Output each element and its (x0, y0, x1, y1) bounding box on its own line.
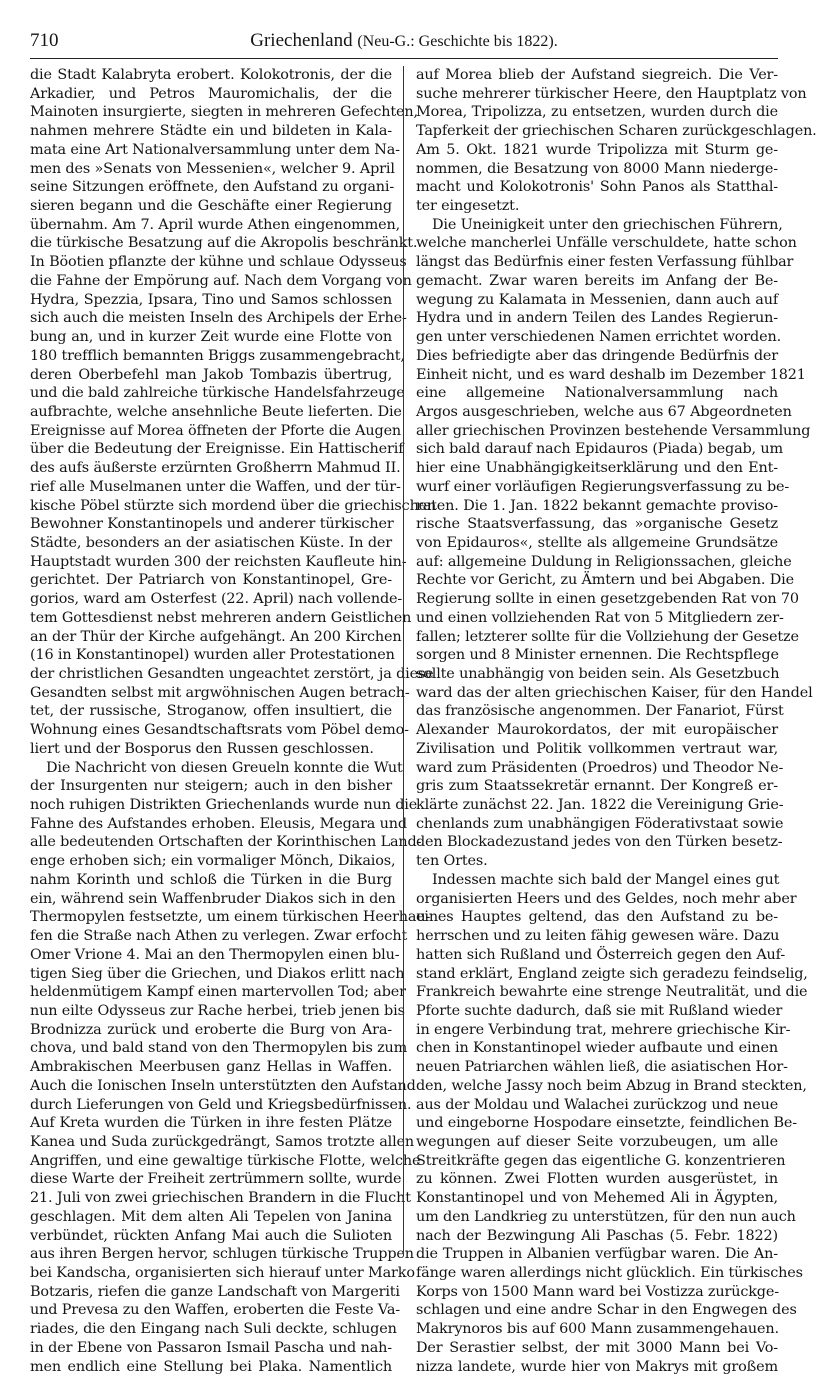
text-line: Hauptstadt wurden 300 der reichsten Kaufleute hin- (30, 553, 407, 570)
running-header (30, 26, 778, 59)
text-line: men des »Senats von Messenien«, welcher 9. April (30, 160, 395, 177)
text-line: noch ruhigen Distrikten Griechenlands wurde nun die (30, 797, 418, 814)
text-line: Ambrakischen Meerbusen ganz Hellas in Waffen. (30, 1059, 392, 1076)
text-line: suche mehrerer türkischer Heere, den Hauptplatz von (416, 85, 807, 102)
text-line: 21. Juli von zwei griechischen Brandern in die Flucht (30, 1190, 411, 1207)
text-line: aus der Moldau und Walachei zurückzog und neue (416, 1096, 779, 1113)
text-line: Einheit nicht, und es ward deshalb im Dezember 1821 (416, 366, 806, 383)
text-line: Die Uneinigkeit unter den griechischen Führern, (432, 216, 783, 233)
text-line: Makrynoros bis auf 600 Mann zusammengehauen. (416, 1321, 779, 1338)
text-line: deren Oberbefehl man Jakob Tombazis übertrug, (30, 366, 392, 383)
text-line: riades, die den Eingang nach Suli deckte, schlugen (30, 1321, 397, 1338)
text-line: Korps von 1500 Mann ward bei Vostizza zurückge- (416, 1283, 779, 1300)
text-line: schlagen und eine andre Schar in den Engwegen des (416, 1302, 797, 1319)
text-line: Auch die Ionischen Inseln unterstützten den Aufstand (30, 1077, 416, 1094)
text-line: (16 in Konstantinopel) wurden aller Protestationen (30, 647, 395, 664)
text-line: Regierung sollte in einen gesetzgebenden Rat von 70 (416, 591, 799, 608)
text-line: nahmen mehrere Städte ein und bildeten in Kala- (30, 123, 392, 140)
right-column (416, 66, 817, 1376)
text-line: Wohnung eines Gesandtschaftsrats vom Pöbel demo- (30, 722, 409, 739)
text-line: die Stadt Kalabryta erobert. Kolokotronis, der die (30, 67, 392, 83)
text-line: Ereignisse auf Morea öffneten der Pforte die Augen (30, 422, 402, 439)
text-line: die Truppen in Albanien verfügbar waren. Die An- (416, 1246, 778, 1263)
text-line: eines Hauptes geltend, das den Aufstand zu be- (416, 909, 778, 926)
text-line: Die Nachricht von diesen Greueln konnte die Wut (46, 759, 403, 776)
text-line: sich bald darauf nach Epidauros (Piada) begab, um (416, 441, 784, 458)
text-line: fen die Straße nach Athen zu verlegen. Zwar erfocht (30, 928, 408, 945)
text-line: neuen Patriarchen wählen ließ, die asiatischen Hor- (416, 1059, 788, 1076)
text-line: verbündet, rückten Anfang Mai auch die Sulioten (30, 1227, 392, 1244)
column-divider (403, 66, 404, 1256)
text-line: nizza landete, wurde hier von Makrys mit großem (416, 1358, 778, 1375)
text-line: nun eilte Odysseus zur Rache herbei, trieb jenen bis (30, 1002, 405, 1019)
text-line: längst das Bedürfnis einer festen Verfassung fühlbar (416, 254, 794, 271)
text-line: das französische angenommen. Der Fanariot, Fürst (416, 703, 784, 720)
text-line: in engere Verbindung trat, mehrere griechische Kir- (416, 1021, 791, 1038)
text-line: hier eine Unabhängigkeitserklärung und den Ent- (416, 460, 778, 477)
text-line: welche mancherlei Unfälle verschuldete, hatte schon (416, 235, 797, 252)
text-line: in der Ebene von Passaron Ismail Pascha und nah- (30, 1339, 392, 1356)
text-line: Rechte vor Gericht, zu Ämtern und bei Abgaben. Die (416, 572, 794, 589)
text-line: bung an, und in kurzer Zeit wurde eine Flotte von (30, 329, 392, 346)
text-line: fänge waren allerdings nicht glücklich. Ein türkisches (416, 1265, 803, 1281)
text-line: chova, und bald stand von den Thermopylen bis zum (30, 1040, 408, 1057)
text-line: des aufs äußerste erzürnten Großherrn Mahmud II. (30, 460, 401, 477)
text-line: ter eingesetzt. (416, 198, 520, 215)
text-line: tem Gottesdienst nebst mehreren andern Geistlichen (30, 609, 412, 626)
text-line: durch Lieferungen von Geld und Kriegsbedürfnissen. (30, 1096, 412, 1113)
text-line: diese Warte der Freiheit zertrümmern sollte, wurde (30, 1171, 402, 1188)
text-line: ward zum Präsidenten (Proedros) und Theodor Ne- (416, 759, 784, 776)
text-line: herrschen und zu leiten fähig gewesen wäre. Dazu (416, 928, 780, 945)
text-line: organisierten Heers und des Geldes, noch mehr aber (416, 890, 797, 907)
text-line: wurf einer vorläufigen Regierungsverfassung zu be- (416, 478, 790, 495)
page-title: Griechenland (250, 30, 353, 51)
text-line: Angriffen, und eine gewaltige türkische Flotte, welche (30, 1152, 421, 1169)
text-line: alle bedeutenden Ortschaften der Korinthischen Land- (30, 834, 422, 851)
text-line: gris zum Staatssekretär ernannt. Der Kongreß er- (416, 778, 778, 795)
running-title (30, 30, 778, 52)
text-line: Morea, Tripolizza, zu entsetzen, wurden durch die (416, 104, 778, 121)
text-line: Alexander Maurokordatos, der mit europäischer (416, 722, 778, 739)
text-line: wegungen auf dieser Seite vorzubeugen, um alle (416, 1133, 778, 1150)
text-line: aller griechischen Provinzen bestehende Versammlung (416, 422, 811, 439)
text-line: Zivilisation und Politik vollkommen vertraut war, (416, 740, 778, 757)
text-line: wegung zu Kalamata in Messenien, dann auch auf (416, 291, 778, 308)
text-line: und eingeborne Hospodare einsetzte, feindlichen Be- (416, 1115, 798, 1132)
text-line: Der Serastier selbst, der mit 3000 Mann bei Vo- (416, 1339, 778, 1356)
text-line: rische Staatsverfassung, das »organische Gesetz (416, 516, 778, 533)
text-line: aufbrachte, welche ansehnliche Beute lieferten. Die (30, 403, 402, 420)
text-line: enge erhoben sich; ein vormaliger Mönch, Dikaios, (30, 853, 396, 870)
text-line: gen unter verschiedenen Namen errichtet worden. (416, 329, 781, 346)
text-line: den, welche Jassy noch beim Abzug in Brand steckten, (416, 1077, 807, 1094)
text-line: ward das der alten griechischen Kaiser, für den Handel (416, 684, 813, 701)
text-line: die türkische Besatzung auf die Akropolis beschränkt. (30, 235, 418, 252)
text-line: zu können. Zwei Flotten wurden ausgerüstet, in (416, 1171, 778, 1188)
text-line: Auf Kreta wurden die Türken in ihre festen Plätze (30, 1115, 392, 1132)
text-line: Argos ausgeschrieben, welche aus 67 Abgeordneten (416, 403, 792, 420)
text-line: Brodnizza zurück und eroberte die Burg von Ara- (30, 1021, 392, 1038)
text-line: In Böotien pflanzte der kühne und schlaue Odysseus (30, 254, 407, 271)
text-line: sorgen und 8 Minister ernennen. Die Rechtspflege (416, 647, 779, 664)
text-line: chen in Konstantinopel wieder aufbaute und einen (416, 1040, 778, 1057)
text-line: Omer Vrione 4. Mai an den Thermopylen einen blu- (30, 946, 400, 963)
text-line: klärte zunächst 22. Jan. 1822 die Vereinigung Grie- (416, 797, 784, 814)
text-line: mata eine Art Nationalversammlung unter dem Na- (30, 141, 400, 158)
text-line: an der Thür der Kirche aufgehängt. An 200 Kirchen (30, 628, 402, 645)
text-line: tet, der russische, Stroganow, offen insultiert, die (30, 703, 392, 720)
text-line: auf Morea blieb der Aufstand siegreich. Die Ver- (416, 67, 778, 83)
text-line: und einen vollziehenden Rat von 5 Mitgliedern zer- (416, 609, 784, 626)
page-subtitle: (Neu-G.: Geschichte bis 1822). (357, 33, 558, 50)
text-line: Tapferkeit der griechischen Scharen zurückgeschlagen. (416, 123, 817, 140)
text-line: hatten sich Rußland und Österreich gegen den Auf- (416, 946, 786, 963)
text-line: Fahne des Aufstandes erhoben. Eleusis, Megara und (30, 815, 407, 832)
text-columns (30, 66, 817, 1375)
text-line: Städte, besonders an der asiatischen Küste. In der (30, 534, 392, 551)
text-line: Hydra und in andern Teilen des Landes Regierun- (416, 310, 778, 327)
text-line: Botzaris, riefen die ganze Landschaft von Margeriti (30, 1283, 400, 1300)
text-line: auf: allgemeine Duldung in Religionssachen, gleiche (416, 553, 792, 570)
text-line: Am 5. Okt. 1821 wurde Tripolizza mit Sturm ge- (416, 141, 778, 158)
text-line: macht und Kolokotronis' Sohn Panos als Statthal- (416, 179, 778, 196)
text-line: ten Ortes. (416, 853, 488, 870)
text-line: sollte unabhängig von beiden sein. Als Gesetzbuch (416, 666, 780, 682)
text-line: heldenmütigem Kampf einen martervollen Tod; aber (30, 984, 406, 1001)
text-line: gerichtet. Der Patriarch von Konstantinopel, Gre- (30, 572, 392, 589)
text-line: men endlich eine Stellung bei Plaka. Namentlich (30, 1358, 392, 1375)
text-line: nach der Bezwingung Ali Paschas (5. Febr. 1822) (416, 1227, 778, 1244)
text-line: sieren begann und die Geschäfte einer Regierung (30, 198, 392, 215)
text-line: Mainoten insurgierte, siegten in mehreren Gefechten, (30, 104, 418, 121)
text-line: fallen; letzterer sollte für die Vollziehung der Gesetze (416, 628, 799, 645)
text-line: übernahm. Am 7. April wurde Athen eingenommen, (30, 216, 401, 233)
text-line: die Fahne der Empörung auf. Nach dem Vorgang von (30, 272, 412, 289)
text-line: Gesandten selbst mit argwöhnischen Augen betrach- (30, 684, 410, 701)
text-line: über die Bedeutung der Ereignisse. Ein Hattischerif (30, 441, 404, 458)
text-line: der Insurgenten nur steigern; auch in den bisher (30, 778, 392, 795)
text-line: nahm Korinth und schloß die Türken in die Burg (30, 871, 392, 888)
text-line: rief alle Muselmanen unter die Waffen, und der tür- (30, 478, 401, 495)
text-line: liert und der Bosporus den Russen geschlossen. (30, 740, 374, 757)
text-line: Frankreich bewahrte eine strenge Neutralität, und die (416, 984, 808, 1001)
text-line: und die bald zahlreiche türkische Handelsfahrzeuge (30, 385, 405, 402)
text-line: gemacht. Zwar waren bereits im Anfang der Be- (416, 272, 778, 289)
text-line: Indessen machte sich bald der Mangel eines gut (432, 871, 780, 888)
left-column (30, 66, 437, 1376)
text-line: ein, während sein Waffenbruder Diakos sich in den (30, 890, 396, 907)
text-line: 180 trefflich bemannten Briggs zusammengebracht, (30, 347, 405, 364)
text-line: Dies befriedigte aber das dringende Bedürfnis der (416, 347, 778, 364)
text-line: nommen, die Besatzung von 8000 Mann niederge- (416, 160, 778, 177)
text-line: bei Kandscha, organisierten sich hierauf unter Marko (30, 1265, 415, 1281)
text-line: gorios, ward am Osterfest (22. April) nach vollende- (30, 591, 403, 608)
dictionary-page (30, 26, 817, 1375)
text-line: tigen Sieg über die Griechen, und Diakos erlitt nach (30, 965, 405, 982)
text-line: aus ihren Bergen hervor, schlugen türkische Truppen (30, 1246, 414, 1263)
text-line: von Epidauros«, stellte als allgemeine Grundsätze (416, 534, 778, 551)
text-line: sich auch die meisten Inseln des Archipels der Erhe- (30, 310, 407, 327)
text-line: stand erklärt, England zeigte sich geradezu feindselig, (416, 965, 808, 982)
text-line: Streitkräfte gegen das eigentliche G. konzentrieren (416, 1152, 786, 1169)
text-line: seine Sitzungen eröffnete, den Aufstand zu organi- (30, 179, 395, 196)
text-line: eine allgemeine Nationalversammlung nach (416, 385, 778, 402)
text-line: Konstantinopel und von Mehemed Ali in Ägypten, (416, 1190, 778, 1207)
text-line: Kanea und Suda zurückgedrängt, Samos trotzte allen (30, 1133, 415, 1150)
text-line: Hydra, Spezzia, Ipsara, Tino und Samos schlossen (30, 291, 392, 308)
text-line: geschlagen. Mit dem alten Ali Tepelen von Janina (30, 1208, 392, 1225)
text-line: und Prevesa zu den Waffen, eroberten die Feste Va- (30, 1302, 400, 1319)
page-number: 710 (30, 30, 59, 51)
text-line: chenlands zum unabhängigen Föderativstaat sowie (416, 815, 784, 832)
text-line: raten. Die 1. Jan. 1822 bekannt gemachte proviso- (416, 497, 778, 514)
text-line: Arkadier, und Petros Mauromichalis, der die (30, 85, 392, 102)
text-line: den Blockadezustand jedes von den Türken besetz- (416, 834, 783, 851)
text-line: der christlichen Gesandten ungeachtet zerstört, ja diese (30, 666, 434, 682)
text-line: Thermopylen festsetzte, um einem türkischen Heerhau- (30, 909, 431, 926)
text-line: um den Landkrieg zu unterstützen, für den nun auch (416, 1208, 796, 1225)
text-line: Pforte suchte dadurch, daß sie mit Rußland wieder (416, 1002, 783, 1019)
text-line: kische Pöbel stürzte sich mordend über die griechischen (30, 497, 437, 514)
text-line: Bewohner Konstantinopels und anderer türkischer (30, 516, 394, 533)
